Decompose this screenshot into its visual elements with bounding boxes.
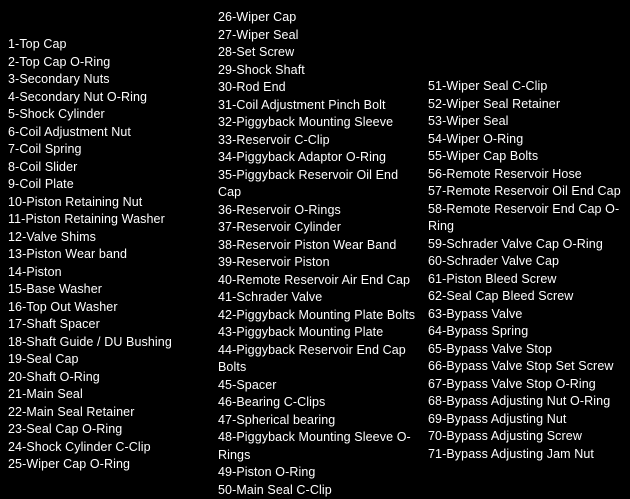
list-item: 37-Reservoir Cylinder: [218, 219, 424, 237]
list-item: 62-Seal Cap Bleed Screw: [428, 288, 628, 306]
list-item: 11-Piston Retaining Washer: [8, 211, 204, 229]
list-item: 44-Piggyback Reservoir End Cap Bolts: [218, 342, 424, 377]
list-item: 29-Shock Shaft: [218, 62, 424, 80]
list-item: 48-Piggyback Mounting Sleeve O-Rings: [218, 429, 424, 464]
list-item: 52-Wiper Seal Retainer: [428, 96, 628, 114]
list-item: 51-Wiper Seal C-Clip: [428, 78, 628, 96]
list-item: 5-Shock Cylinder: [8, 106, 204, 124]
list-item: 50-Main Seal C-Clip: [218, 482, 424, 499]
list-item: 31-Coil Adjustment Pinch Bolt: [218, 97, 424, 115]
list-item: 63-Bypass Valve: [428, 306, 628, 324]
list-item: 9-Coil Plate: [8, 176, 204, 194]
list-item: 56-Remote Reservoir Hose: [428, 166, 628, 184]
list-item: 14-Piston: [8, 264, 204, 282]
parts-column-middle: [218, 0, 424, 499]
list-item: 68-Bypass Adjusting Nut O-Ring: [428, 393, 628, 411]
list-item: 54-Wiper O-Ring: [428, 131, 628, 149]
list-item: 23-Seal Cap O-Ring: [8, 421, 204, 439]
list-item: 46-Bearing C-Clips: [218, 394, 424, 412]
list-item: 39-Reservoir Piston: [218, 254, 424, 272]
list-item: 47-Spherical bearing: [218, 412, 424, 430]
list-item: 65-Bypass Valve Stop: [428, 341, 628, 359]
list-item: 20-Shaft O-Ring: [8, 369, 204, 387]
list-item: 25-Wiper Cap O-Ring: [8, 456, 204, 474]
list-item: 45-Spacer: [218, 377, 424, 395]
list-item: 35-Piggyback Reservoir Oil End Cap: [218, 167, 424, 202]
list-item: 69-Bypass Adjusting Nut: [428, 411, 628, 429]
parts-column-left: [8, 0, 204, 474]
list-item: 53-Wiper Seal: [428, 113, 628, 131]
list-item: 28-Set Screw: [218, 44, 424, 62]
list-item: 27-Wiper Seal: [218, 27, 424, 45]
list-item: 10-Piston Retaining Nut: [8, 194, 204, 212]
list-item: 2-Top Cap O-Ring: [8, 54, 204, 72]
list-item: 32-Piggyback Mounting Sleeve: [218, 114, 424, 132]
list-item: 70-Bypass Adjusting Screw: [428, 428, 628, 446]
list-item: 15-Base Washer: [8, 281, 204, 299]
list-item: 43-Piggyback Mounting Plate: [218, 324, 424, 342]
list-item: 1-Top Cap: [8, 36, 204, 54]
list-item: 22-Main Seal Retainer: [8, 404, 204, 422]
list-item: 60-Schrader Valve Cap: [428, 253, 628, 271]
list-item: 58-Remote Reservoir End Cap O-Ring: [428, 201, 628, 236]
list-item: 13-Piston Wear band: [8, 246, 204, 264]
list-item: 67-Bypass Valve Stop O-Ring: [428, 376, 628, 394]
list-item: 61-Piston Bleed Screw: [428, 271, 628, 289]
list-item: 4-Secondary Nut O-Ring: [8, 89, 204, 107]
list-item: 33-Reservoir C-Clip: [218, 132, 424, 150]
list-item: 6-Coil Adjustment Nut: [8, 124, 204, 142]
list-item: 30-Rod End: [218, 79, 424, 97]
list-item: 38-Reservoir Piston Wear Band: [218, 237, 424, 255]
list-item: 42-Piggyback Mounting Plate Bolts: [218, 307, 424, 325]
list-item: 57-Remote Reservoir Oil End Cap: [428, 183, 628, 201]
list-item: 18-Shaft Guide / DU Bushing: [8, 334, 204, 352]
parts-column-right: [428, 0, 628, 463]
list-item: 12-Valve Shims: [8, 229, 204, 247]
list-item: 34-Piggyback Adaptor O-Ring: [218, 149, 424, 167]
list-item: 16-Top Out Washer: [8, 299, 204, 317]
list-item: 55-Wiper Cap Bolts: [428, 148, 628, 166]
list-item: 36-Reservoir O-Rings: [218, 202, 424, 220]
list-item: 66-Bypass Valve Stop Set Screw: [428, 358, 628, 376]
list-item: 17-Shaft Spacer: [8, 316, 204, 334]
list-item: 64-Bypass Spring: [428, 323, 628, 341]
list-item: 59-Schrader Valve Cap O-Ring: [428, 236, 628, 254]
list-item: 26-Wiper Cap: [218, 9, 424, 27]
list-item: 8-Coil Slider: [8, 159, 204, 177]
list-item: 49-Piston O-Ring: [218, 464, 424, 482]
list-item: 71-Bypass Adjusting Jam Nut: [428, 446, 628, 464]
list-item: 21-Main Seal: [8, 386, 204, 404]
list-item: 19-Seal Cap: [8, 351, 204, 369]
list-item: 40-Remote Reservoir Air End Cap: [218, 272, 424, 290]
list-item: 24-Shock Cylinder C-Clip: [8, 439, 204, 457]
list-item: 7-Coil Spring: [8, 141, 204, 159]
list-item: 3-Secondary Nuts: [8, 71, 204, 89]
list-item: 41-Schrader Valve: [218, 289, 424, 307]
